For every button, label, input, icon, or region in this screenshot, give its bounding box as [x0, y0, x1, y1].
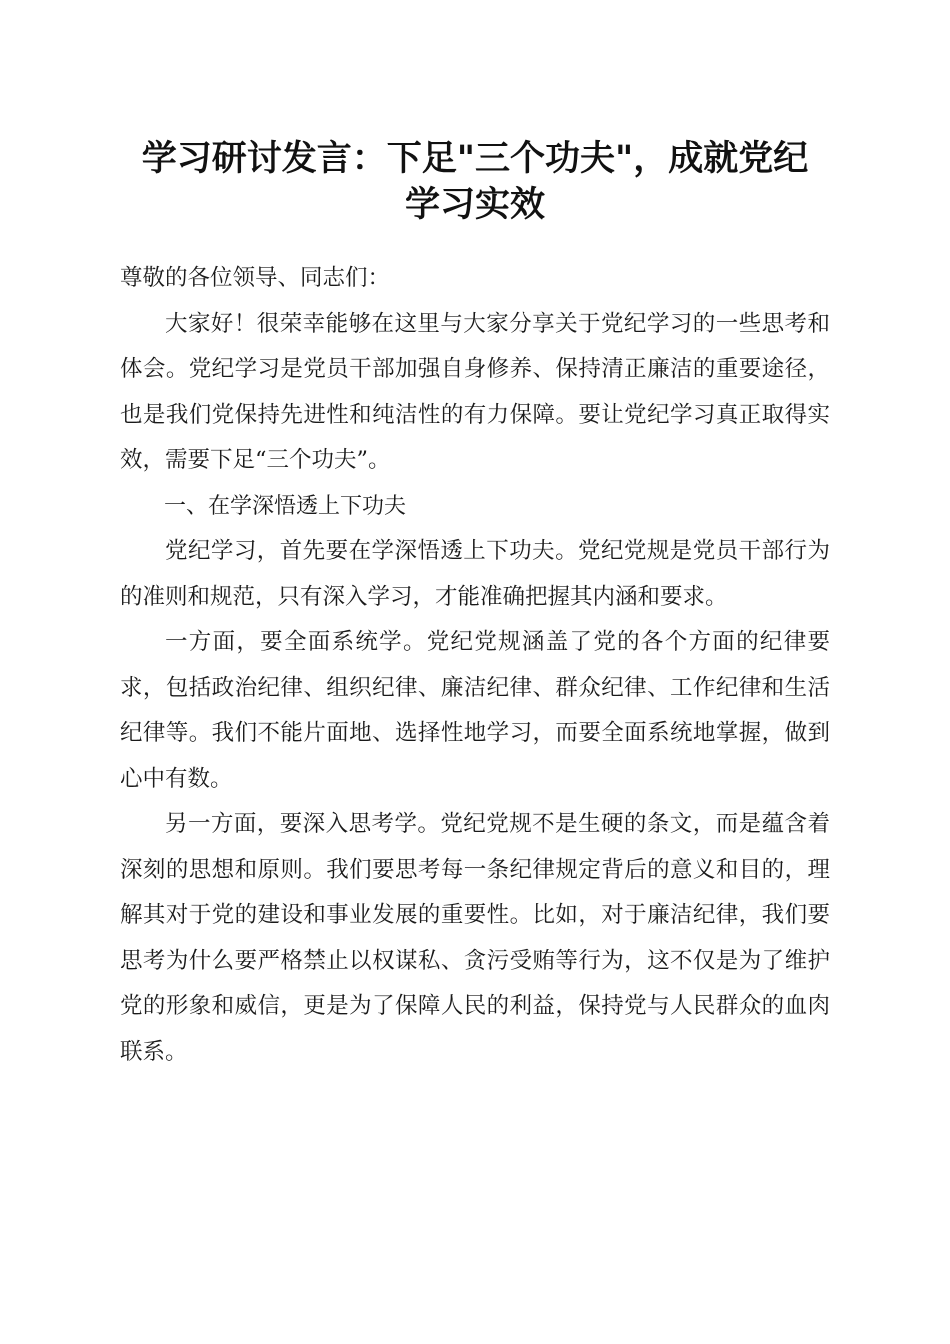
paragraph-section-1: 党纪学习，首先要在学深悟透上下功夫。党纪党规是党员干部行为的准则和规范，只有深入学习，才能准确把握其内涵和要求。 [120, 538, 830, 610]
document-title [100, 136, 850, 228]
title-line-1: 学习研讨发言：下足"三个功夫"，成就党纪 [141, 138, 809, 179]
paragraph-aspect-2: 另一方面，要深入思考学。党纪党规不是生硬的条文，而是蕴含着深刻的思想和原则。我们要思考每一条纪律规定背后的意义和目的，理解其对于党的建设和事业发展的重要性。比如，对于廉洁纪律，我们要思考为什么要严格禁止以权谋私、贪污受贿等行为，这不仅是为了维护党的形象和威信，更是为了保障人民的利益，保持党与人民群众的血肉联系。 [120, 811, 830, 1065]
salutation: 尊敬的各位领导、同志们： [120, 265, 391, 291]
title-line-2: 学习实效 [404, 184, 545, 225]
paragraph-aspect-1: 一方面，要全面系统学。党纪党规涵盖了党的各个方面的纪律要求，包括政治纪律、组织纪律、廉洁纪律、群众纪律、工作纪律和生活纪律等。我们不能片面地、选择性地学习，而要全面系统地掌握，做到心中有数。 [120, 629, 830, 792]
paragraph-intro: 大家好！很荣幸能够在这里与大家分享关于党纪学习的一些思考和体会。党纪学习是党员干部加强自身修养、保持清正廉洁的重要途径，也是我们党保持先进性和纯洁性的有力保障。要让党纪学习真正取得实效，需要下足“三个功夫”。 [120, 310, 830, 473]
section-heading-1: 一、在学深悟透上下功夫 [164, 493, 407, 519]
document-body [120, 256, 830, 1075]
